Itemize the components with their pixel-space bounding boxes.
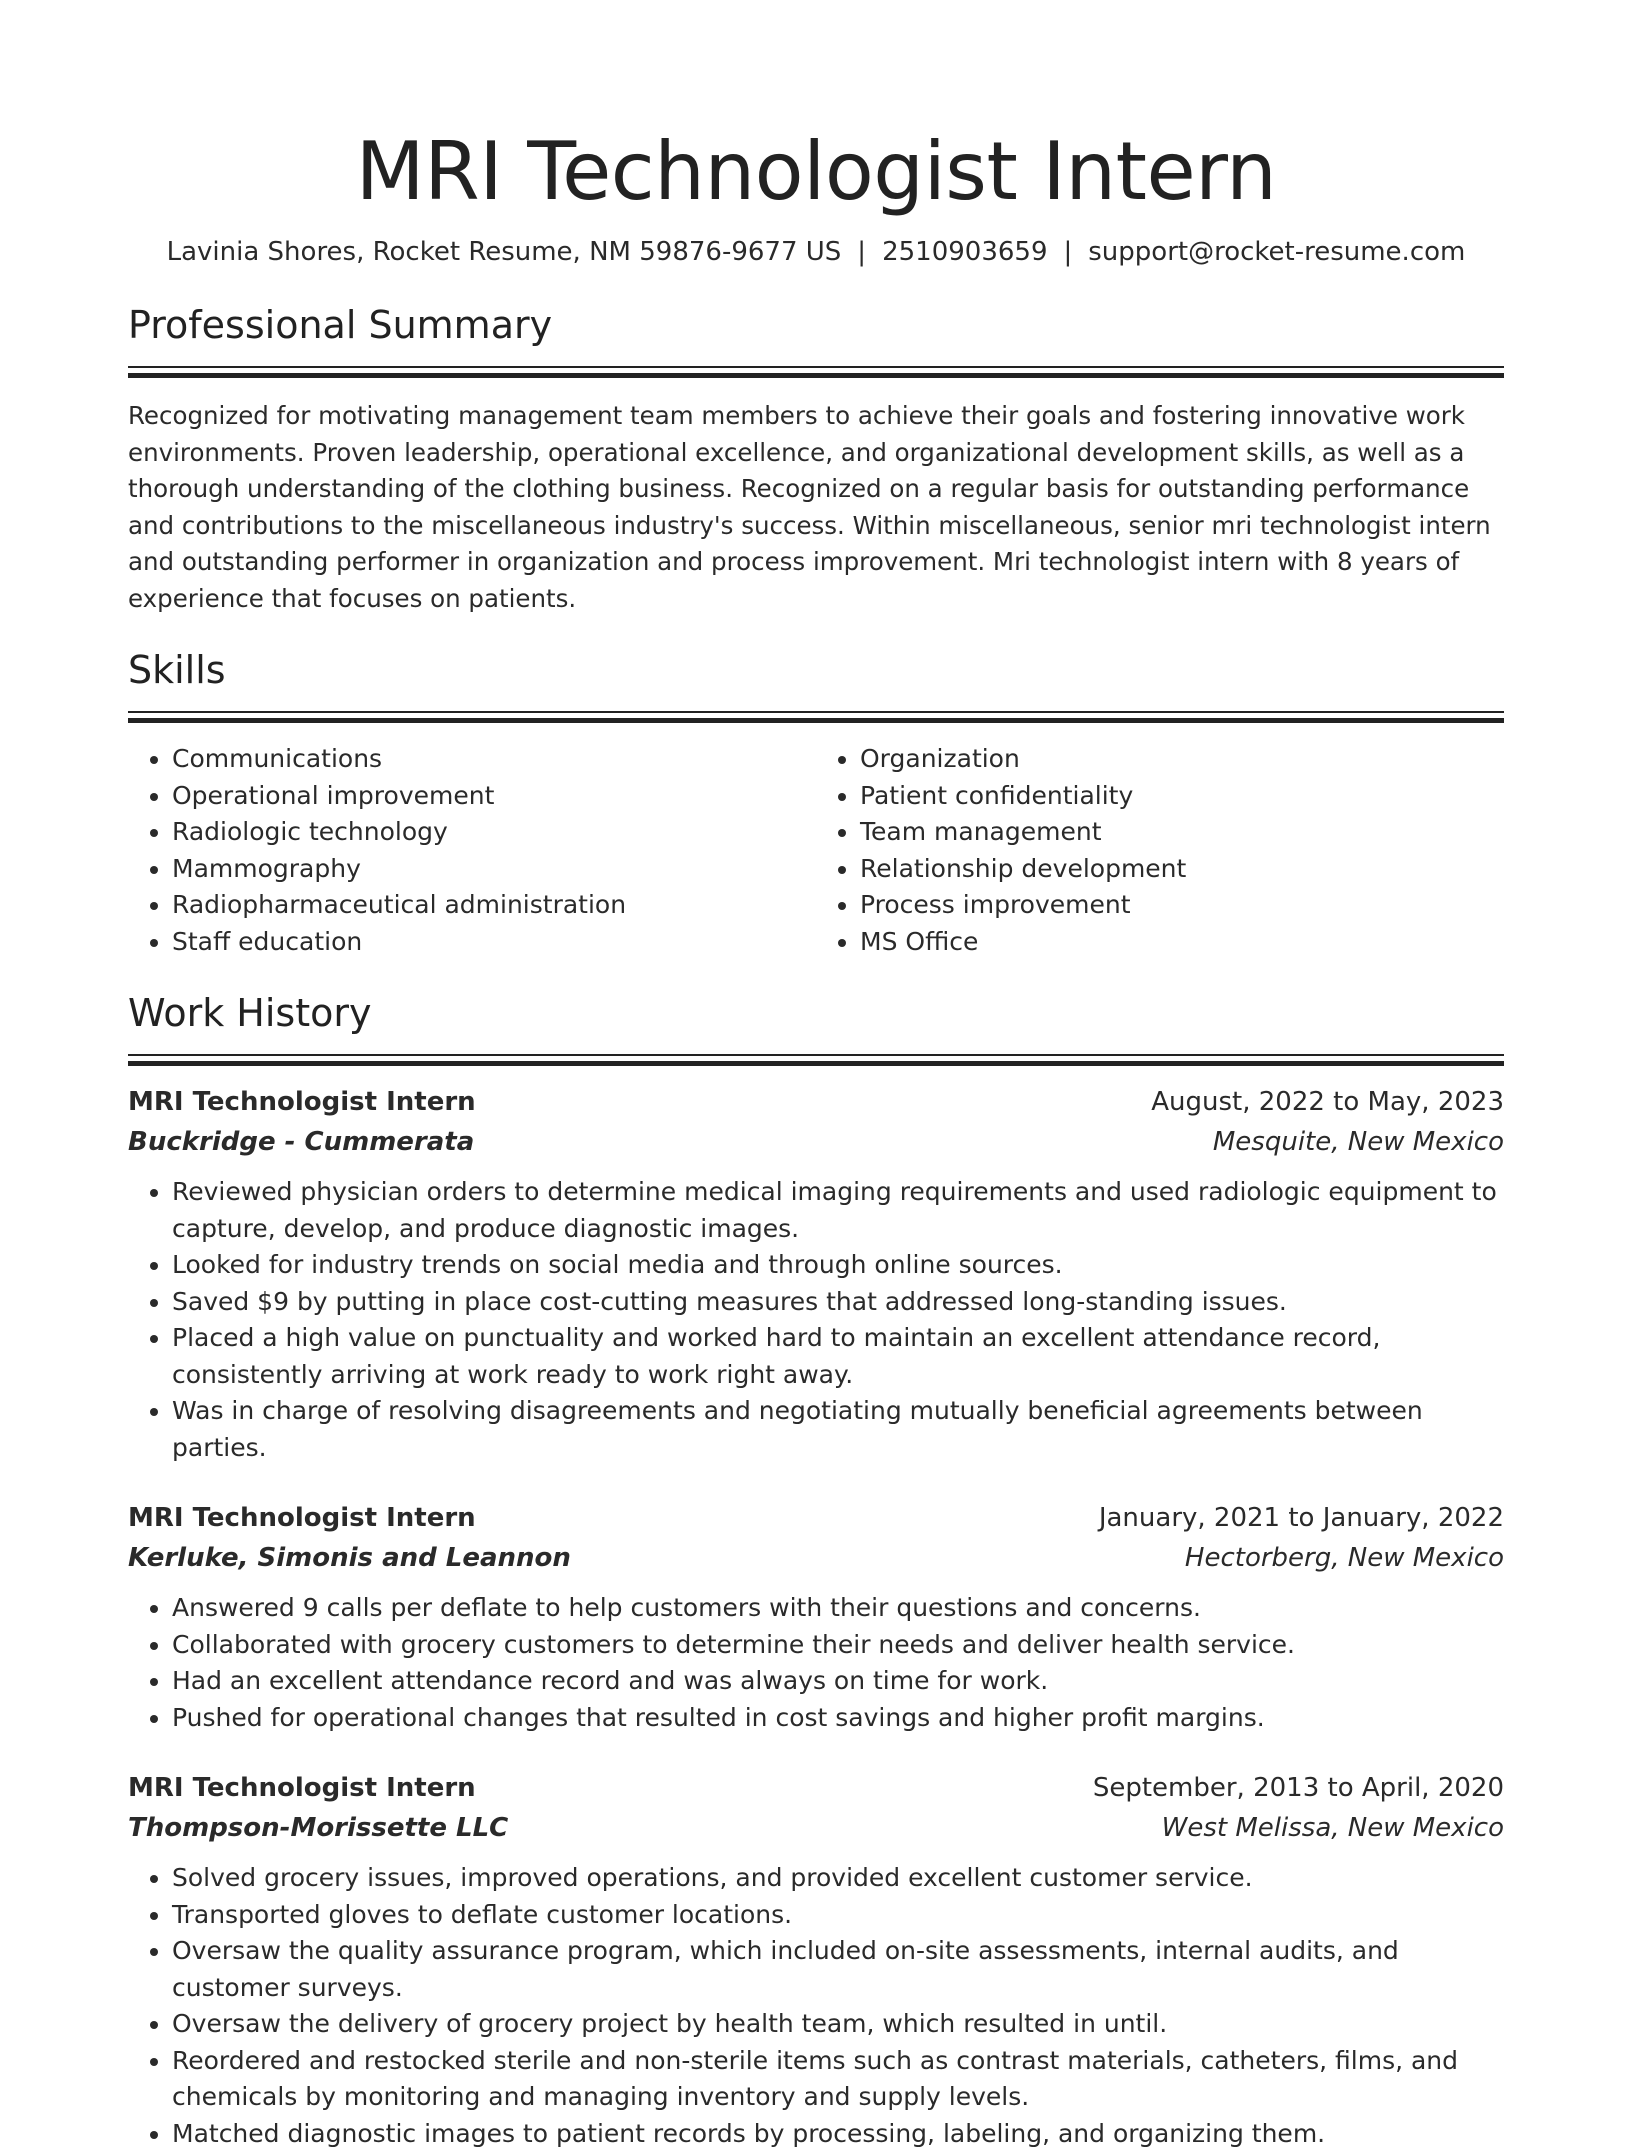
skill-item: • MS Office (860, 924, 1504, 961)
skill-item: • Process improvement (860, 887, 1504, 924)
job-dates: August, 2022 to May, 2023 (1151, 1082, 1504, 1122)
job-title: MRI Technologist Intern (128, 1498, 476, 1538)
job-company: Buckridge - Cummerata (128, 1122, 474, 1162)
section-heading-summary: Professional Summary (128, 300, 1504, 350)
skills-section (128, 645, 1504, 960)
summary-text: Recognized for motivating management team members to achieve their goals and fostering innovative work environments. Proven leadership, operational excellence, and organizational development skills, as well as a thorough understanding of the clothing business. Recognized on a regular basis for outstanding performance and contributions to the miscellaneous industry's success. Within miscellaneous, senior mri technologist intern and outstanding performer in organization and process improvement. Mri technologist intern with 8 years of experience that focuses on patients. (128, 398, 1504, 617)
job-bullet: • Was in charge of resolving disagreements and negotiating mutually beneficial agreements between parties. (172, 1393, 1504, 1466)
job-entry (128, 1082, 1504, 1466)
job-bullets (128, 1590, 1504, 1736)
skill-item: • Radiopharmaceutical administration (172, 887, 816, 924)
skill-item: • Mammography (172, 851, 816, 888)
job-entry (128, 1498, 1504, 1736)
job-bullet: • Pushed for operational changes that resulted in cost savings and higher profit margins. (172, 1700, 1504, 1737)
job-bullet: • Oversaw the delivery of grocery project by health team, which resulted in until. (172, 2006, 1504, 2043)
job-bullet: • Had an excellent attendance record and was always on time for work. (172, 1663, 1504, 1700)
job-bullet: • Looked for industry trends on social media and through online sources. (172, 1247, 1504, 1284)
contact-email: support@rocket-resume.com (1088, 237, 1465, 267)
contact-separator: | (1047, 234, 1088, 270)
contact-separator: | (841, 234, 882, 270)
skill-item: • Staff education (172, 924, 816, 961)
skill-item: • Team management (860, 814, 1504, 851)
skills-list-right (816, 741, 1504, 960)
skill-item: • Communications (172, 741, 816, 778)
contact-line (128, 234, 1504, 270)
job-bullets (128, 1860, 1504, 2152)
job-entry (128, 1768, 1504, 2152)
job-location: Mesquite, New Mexico (1213, 1122, 1504, 1162)
job-company: Kerluke, Simonis and Leannon (128, 1538, 571, 1578)
job-location: Hectorberg, New Mexico (1185, 1538, 1504, 1578)
job-bullet: • Collaborated with grocery customers to determine their needs and deliver health service. (172, 1627, 1504, 1664)
job-bullets (128, 1174, 1504, 1466)
professional-summary-section (128, 300, 1504, 617)
section-heading-skills: Skills (128, 645, 1504, 695)
section-rule (128, 711, 1504, 723)
job-company: Thompson-Morissette LLC (128, 1808, 508, 1848)
skill-item: • Operational improvement (172, 778, 816, 815)
skill-item: • Patient confidentiality (860, 778, 1504, 815)
job-bullet: • Answered 9 calls per deflate to help customers with their questions and concerns. (172, 1590, 1504, 1627)
resume-title: MRI Technologist Intern (128, 0, 1504, 220)
job-dates: January, 2021 to January, 2022 (1099, 1498, 1504, 1538)
job-bullet: • Transported gloves to deflate customer locations. (172, 1897, 1504, 1934)
section-rule (128, 366, 1504, 378)
job-bullet: • Solved grocery issues, improved operations, and provided excellent customer service. (172, 1860, 1504, 1897)
skill-item: • Relationship development (860, 851, 1504, 888)
job-title: MRI Technologist Intern (128, 1082, 476, 1122)
skill-item: • Radiologic technology (172, 814, 816, 851)
skills-list-left (128, 741, 816, 960)
skill-item: • Organization (860, 741, 1504, 778)
section-rule (128, 1054, 1504, 1066)
work-history-section (128, 988, 1504, 2152)
job-location: West Melissa, New Mexico (1162, 1808, 1504, 1848)
job-bullet: • Reordered and restocked sterile and non-sterile items such as contrast materials, catheters, films, and chemicals by monitoring and managing inventory and supply levels. (172, 2043, 1504, 2116)
job-bullet: • Reviewed physician orders to determine medical imaging requirements and used radiologic equipment to capture, develop, and produce diagnostic images. (172, 1174, 1504, 1247)
skills-columns (128, 741, 1504, 960)
section-heading-work: Work History (128, 988, 1504, 1038)
contact-phone: 2510903659 (882, 237, 1047, 267)
contact-address: Lavinia Shores, Rocket Resume, NM 59876-9677 US (167, 237, 842, 267)
job-bullet: • Matched diagnostic images to patient records by processing, labeling, and organizing them. (172, 2116, 1504, 2152)
job-bullet: • Oversaw the quality assurance program, which included on-site assessments, internal audits, and customer surveys. (172, 1933, 1504, 2006)
job-bullet: • Placed a high value on punctuality and worked hard to maintain an excellent attendance record, consistently arriving at work ready to work right away. (172, 1320, 1504, 1393)
job-bullet: • Saved $9 by putting in place cost-cutting measures that addressed long-standing issues. (172, 1284, 1504, 1321)
job-dates: September, 2013 to April, 2020 (1093, 1768, 1504, 1808)
job-title: MRI Technologist Intern (128, 1768, 476, 1808)
